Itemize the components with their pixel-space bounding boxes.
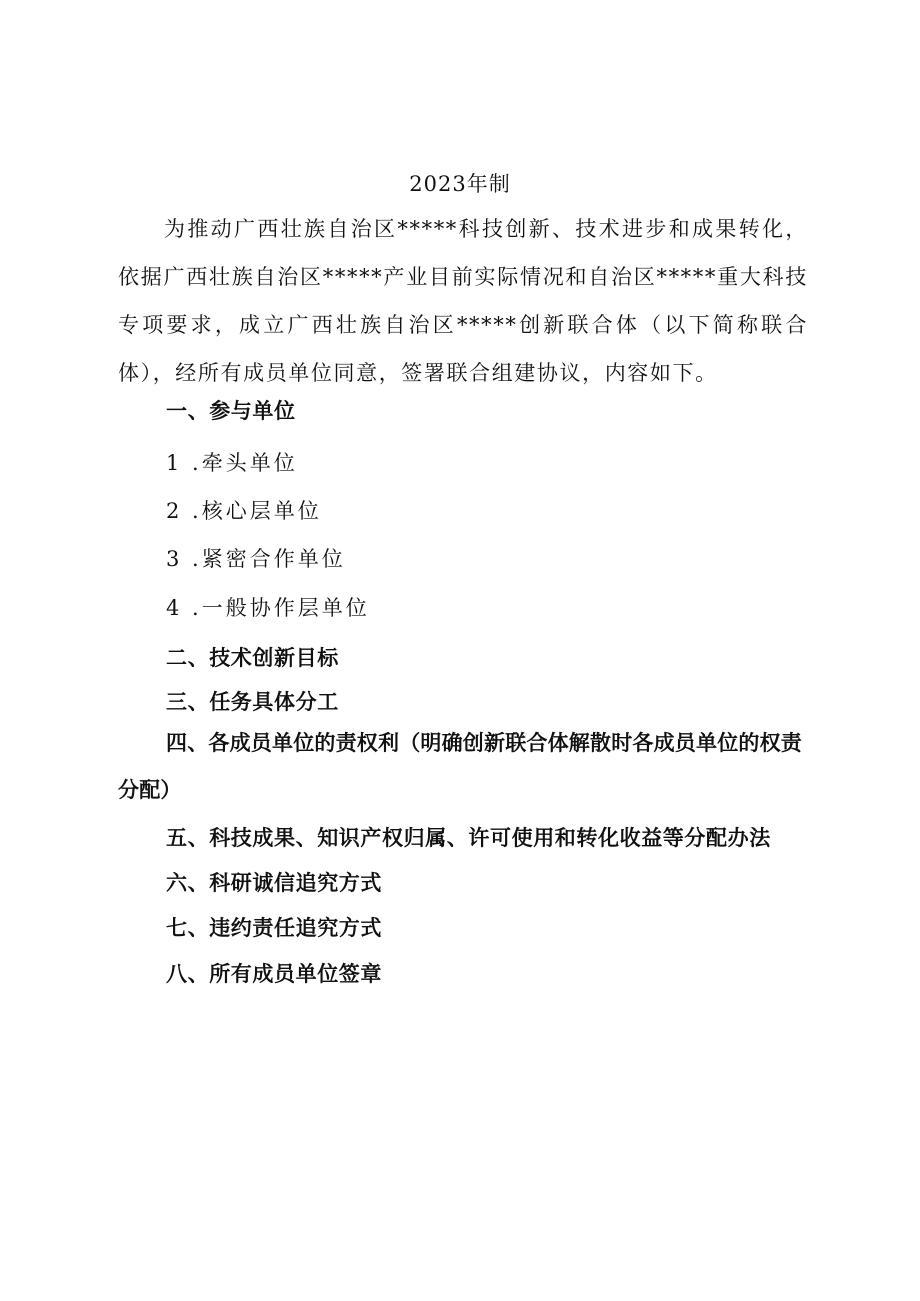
section-7-title: 七、违约责任追究方式 — [166, 916, 382, 940]
section-5-title: 五、科技成果、知识产权归属、许可使用和转化收益等分配办法 — [166, 826, 771, 850]
section-8-title: 八、所有成员单位签章 — [166, 962, 382, 986]
section-1-item-2: 2 .核心层单位 — [166, 499, 322, 523]
section-1-item-4: 4 .一般协作层单位 — [166, 596, 370, 620]
intro-paragraph: 为推动广西壮族自治区*****科技创新、技术进步和成果转化，依据广西壮族自治区*****产业目前实际情况和自治区*****重大科技专项要求，成立广西壮族自治区*****创新联合体（以下简称联合体），经所有成员单位同意，签署联合组建协议，内容如下。 — [118, 217, 808, 385]
section-1-item-3: 3 .紧密合作单位 — [166, 547, 346, 571]
section-1-item-1: 1 .牵头单位 — [166, 451, 298, 475]
section-1-title: 一、参与单位 — [166, 399, 296, 423]
section-3-title: 三、任务具体分工 — [166, 690, 339, 714]
section-6-title: 六、科研诚信追究方式 — [166, 871, 382, 895]
year-line: 2023年制 — [409, 172, 511, 196]
section-4-title: 四、各成员单位的责权利（明确创新联合体解散时各成员单位的权责分配） — [118, 731, 802, 802]
section-2-title: 二、技术创新目标 — [166, 646, 339, 670]
